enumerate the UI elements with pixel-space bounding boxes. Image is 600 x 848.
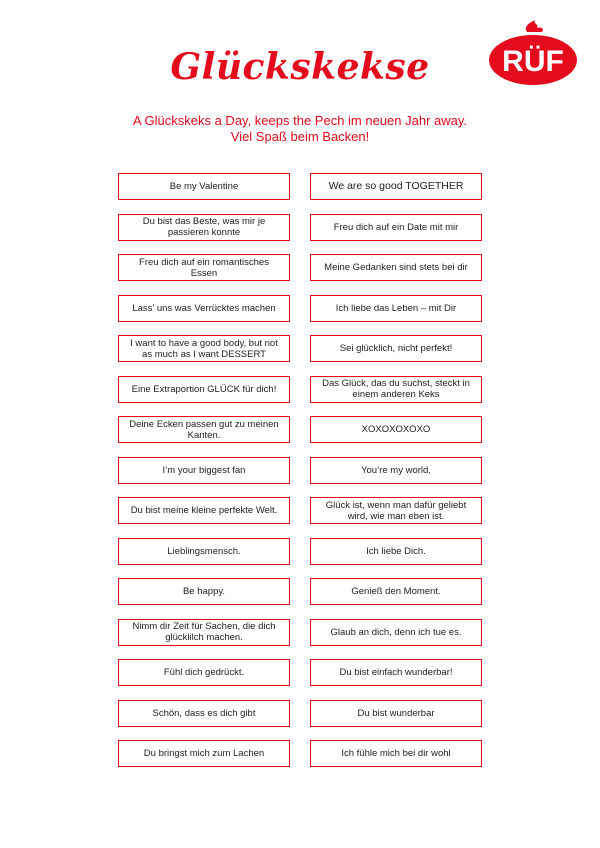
logo-swirl bbox=[526, 20, 543, 32]
fortune-card: We are so good TOGETHER bbox=[310, 173, 482, 200]
fortune-card-grid bbox=[118, 173, 482, 767]
fortune-card: I want to have a good body, but not as much as I want DESSERT bbox=[118, 335, 290, 362]
fortune-card: Du bist das Beste, was mir je passieren konnte bbox=[118, 214, 290, 241]
fortune-card: Freu dich auf ein romantisches Essen bbox=[118, 254, 290, 281]
fortune-card: You’re my world. bbox=[310, 457, 482, 484]
fortune-card: Nimm dir Zeit für Sachen, die dich glücklilch machen. bbox=[118, 619, 290, 646]
fortune-card: Du bist wunderbar bbox=[310, 700, 482, 727]
fortune-card: Du bist meine kleine perfekte Welt. bbox=[118, 497, 290, 524]
fortune-card: Glaub an dich, denn ich tue es. bbox=[310, 619, 482, 646]
fortune-card: Meine Gedanken sind stets bei dir bbox=[310, 254, 482, 281]
fortune-card: Das Glück, das du suchst, steckt in einem anderen Keks bbox=[310, 376, 482, 403]
fortune-card: Lieblingsmensch. bbox=[118, 538, 290, 565]
fortune-card: Be my Valentine bbox=[118, 173, 290, 200]
subtitle-line-1: A Glückskeks a Day, keeps the Pech im neuen Jahr away. bbox=[132, 113, 468, 128]
fortune-card: Be happy. bbox=[118, 578, 290, 605]
subtitle-line-2: Viel Spaß beim Backen! bbox=[230, 129, 370, 144]
fortune-card: Du bist einfach wunderbar! bbox=[310, 659, 482, 686]
fortune-card: Schön, dass es dich gibt bbox=[118, 700, 290, 727]
fortune-card: Deine Ecken passen gut zu meinen Kanten. bbox=[118, 416, 290, 443]
fortune-card: Ich fühle mich bei dir wohl bbox=[310, 740, 482, 767]
fortune-card: Eine Extraportion GLÜCK für dich! bbox=[118, 376, 290, 403]
fortune-card: I’m your biggest fan bbox=[118, 457, 290, 484]
fortune-card: Freu dich auf ein Date mit mir bbox=[310, 214, 482, 241]
fortune-card: Ich liebe das Leben – mit Dir bbox=[310, 295, 482, 322]
fortune-card: Sei glücklich, nicht perfekt! bbox=[310, 335, 482, 362]
page-title: Glückskekse bbox=[170, 46, 430, 88]
subtitle bbox=[0, 113, 600, 145]
fortune-card: Fühl dich gedrückt. bbox=[118, 659, 290, 686]
fortune-card: Lass’ uns was Verrücktes machen bbox=[118, 295, 290, 322]
fortune-card: Genieß den Moment. bbox=[310, 578, 482, 605]
fortune-card: Du bringst mich zum Lachen bbox=[118, 740, 290, 767]
fortune-card: Glück ist, wenn man dafür geliebt wird, wie man eben ist. bbox=[310, 497, 482, 524]
fortune-card: XOXOXOXOXO bbox=[310, 416, 482, 443]
fortune-card: Ich liebe Dich. bbox=[310, 538, 482, 565]
logo-text: RÜF bbox=[502, 45, 564, 78]
